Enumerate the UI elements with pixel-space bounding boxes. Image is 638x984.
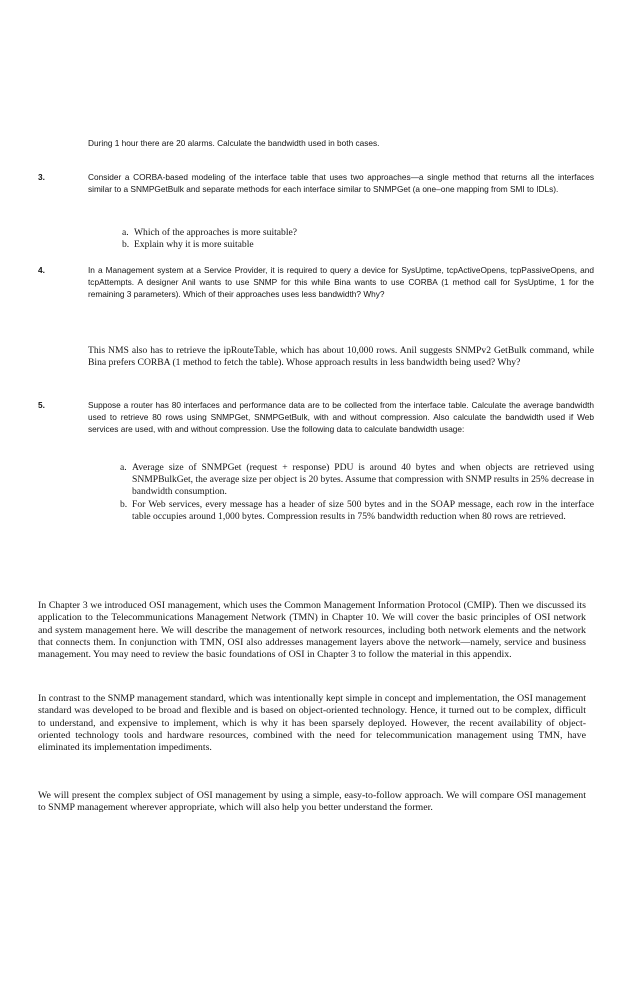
sub-item-text: Explain why it is more suitable	[134, 239, 254, 251]
body-paragraph-3: We will present the complex subject of OSI management by using a simple, easy-to-follow approach. We will compare OSI management to SNMP management wherever appropriate, which will also help you better understand the former.	[38, 790, 586, 814]
question-5-subitems	[120, 462, 594, 523]
list-item	[120, 462, 594, 499]
sub-item-text: For Web services, every message has a header of size 500 bytes and in the SOAP message, each row in the interface table occupies around 1,000 bytes. Compression results in 75% bandwidth reduction when 80 rows are retrieved.	[132, 498, 594, 522]
sub-item-letter: b.	[120, 498, 128, 510]
list-item	[120, 499, 594, 523]
question-number: 5.	[38, 400, 45, 410]
question-number: 3.	[38, 172, 45, 182]
sub-item-letter: a.	[122, 227, 129, 238]
sub-item-letter: b.	[122, 239, 130, 251]
list-item	[122, 227, 598, 239]
question-number: 4.	[38, 265, 45, 275]
question-4-followup: This NMS also has to retrieve the ipRouteTable, which has about 10,000 rows. Anil suggests SNMPv2 GetBulk command, while Bina prefers CORBA (1 method to fetch the table). Whose approach results in less bandwidth being used? Why?	[88, 345, 594, 369]
sub-item-text: Average size of SNMPGet (request + response) PDU is around 40 bytes and when objects are retrieved using SNMPBulkGet, the average size per object is 20 bytes. Assume that compression with SNMP results in 25% decrease in bandwidth consumption.	[132, 462, 594, 498]
question-text: Suppose a router has 80 interfaces and performance data are to be collected from the interface table. Calculate the average bandwidth used to retrieve 80 rows using SNMPGet, SNMPGetBulk, with and without compression. Also calculate the bandwidth used if Web services are used, with and without compression. Use the following data to calculate bandwidth usage:	[88, 400, 594, 434]
list-item	[122, 239, 598, 251]
body-paragraph-2: In contrast to the SNMP management standard, which was intentionally kept simple in concept and implementation, the OSI management standard was developed to be broad and flexible and is based on object-oriented technology. Hence, it turned out to be complex, difficult to understand, and expensive to implement, which is why it has been sparsely deployed. However, the recent availability of object-oriented technology tools and hardware resources, combined with the need for telecommunication management using TMN, have eliminated its implementation impediments.	[38, 693, 586, 754]
question-text: Consider a CORBA-based modeling of the interface table that uses two approaches—a single method that returns all the interfaces similar to a SNMPGetBulk and separate methods for each interface similar to SNMPGet (a one–one mapping from SMI to IDLs).	[88, 172, 594, 194]
sub-item-letter: a.	[120, 462, 127, 473]
intro-line: During 1 hour there are 20 alarms. Calculate the bandwidth used in both cases.	[88, 138, 380, 148]
question-3-subitems	[122, 227, 598, 251]
body-paragraph-1: In Chapter 3 we introduced OSI management, which uses the Common Management Information Protocol (CMIP). Then we discussed its application to the Telecommunications Management Network (TMN) in Chapter 10. We will cover the basic principles of OSI network and system management here. We will describe the management of network resources, including both network elements and the network that connects them. In conjunction with TMN, OSI also addresses management layers above the network—namely, service and business management. You may need to review the basic foundations of OSI in Chapter 3 to follow the material in this appendix.	[38, 600, 586, 661]
question-text: In a Management system at a Service Provider, it is required to query a device for SysUptime, tcpActiveOpens, tcpPassiveOpens, and tcpAttempts. A designer Anil wants to use SNMP for this while Bina wants to use CORBA (1 method call for SysUptime, 1 for the remaining 3 parameters). Which of their approaches uses less bandwidth? Why?	[88, 265, 594, 299]
sub-item-text: Which of the approaches is more suitable?	[134, 227, 298, 238]
